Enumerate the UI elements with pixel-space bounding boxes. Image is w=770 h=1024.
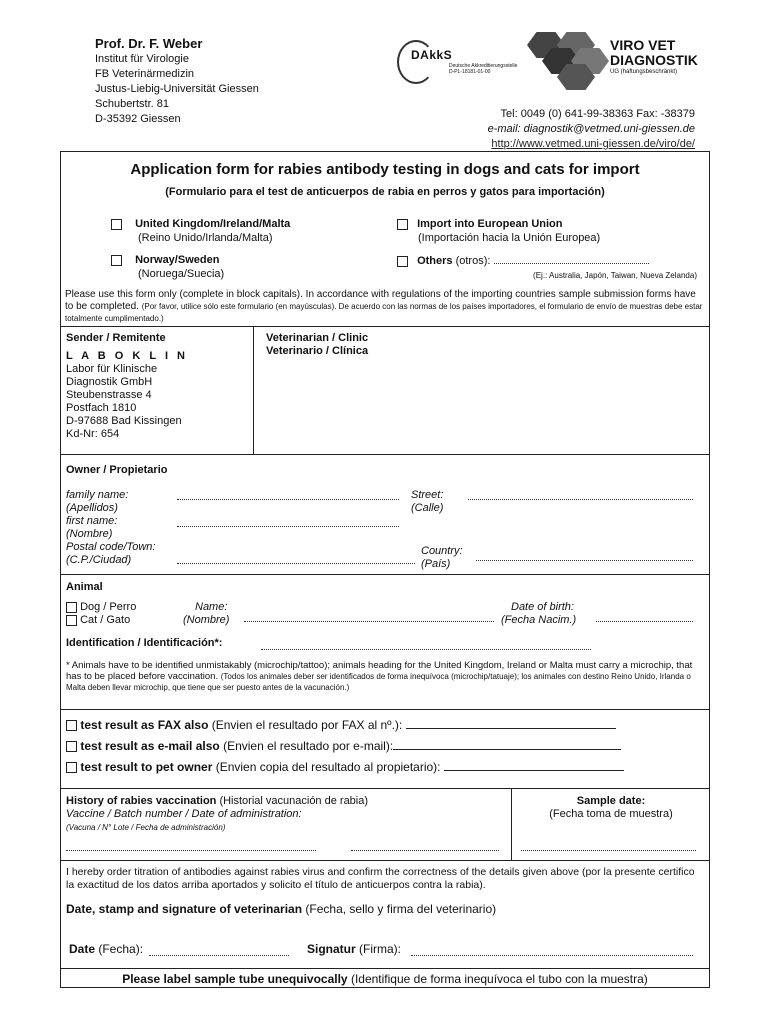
dog-label: Dog / Perro — [80, 601, 137, 613]
sender-line: Diagnostik GmbH — [66, 376, 153, 388]
identification-label: Identification / Identificación*: — [66, 637, 223, 649]
identification-input[interactable] — [261, 639, 591, 650]
email-input[interactable] — [393, 739, 621, 750]
history-block: History of rabies vaccination (Historial vacunación de rabia) Vaccine / Batch number / Date of administration: (Vacuna / N° Lote / Fecha de administración) — [66, 795, 369, 832]
first-name-input[interactable] — [177, 516, 399, 527]
dob-label: Date of birth: (Fecha Nacim.) — [501, 601, 577, 626]
sender-line: Labor für Klinische — [66, 363, 158, 375]
street-input[interactable] — [468, 489, 693, 500]
address-line: D-35392 Giessen — [95, 113, 181, 125]
owner-result-input[interactable] — [444, 760, 624, 771]
others-checkbox[interactable] — [397, 256, 408, 267]
email-address: e-mail: diagnostik@vetmed.uni-giessen.de — [487, 123, 695, 135]
animal-name-label: Name: (Nombre) — [183, 601, 230, 626]
dakks-logo-text: DAkkS — [411, 48, 453, 62]
dakks-subtitle: Deutsche Akkreditierungsstelle D-PL-18181-01-00 — [449, 63, 518, 75]
option-sub: (Ej.: Australia, Japón, Taiwan, Nueva Zelanda) — [533, 271, 697, 280]
country-input[interactable] — [476, 550, 693, 561]
application-form — [60, 151, 710, 988]
dog-checkbox[interactable] — [66, 602, 77, 613]
vet-heading: Veterinarian / Clinic — [266, 332, 369, 344]
fax-checkbox[interactable] — [66, 720, 77, 731]
footnote-text-es: (Todos los animales deber ser identificados de forma inequívoca (microchip/tatuaje); los animales con destino Reino Unido, Irlanda o Malta deben llevar microchip, que tiene que ser puesto antes de la vacunación.) — [66, 672, 691, 692]
cat-label: Cat / Gato — [80, 614, 131, 626]
brand-line2: DIAGNOSTIK — [610, 52, 698, 68]
phone-fax: Tel: 0049 (0) 641-99-38363 Fax: -38379 — [500, 108, 695, 120]
sender-line: Postfach 1810 — [66, 402, 137, 414]
species-options — [66, 601, 136, 627]
option-label: Others — [417, 255, 453, 267]
vet-heading-es: Veterinario / Clínica — [266, 345, 369, 357]
option-sub: (Importación hacia la Unión Europea) — [418, 232, 601, 244]
sender-line: D-97688 Bad Kissingen — [66, 415, 182, 427]
sender-company: L A B O K L I N — [66, 350, 189, 362]
animal-name-input[interactable] — [244, 611, 494, 622]
sample-date-input[interactable] — [521, 840, 696, 851]
address-line: Institut für Virologie — [95, 53, 189, 65]
street-label: Street: (Calle) — [411, 489, 444, 514]
result-options: test result as FAX also (Envien el resultado por FAX al nº.): test result as e-mail also (Envien el resultado por e-mail): test result to pet owner (Envien copia del resultado al propietario): — [66, 715, 624, 778]
professor-name: Prof. Dr. F. Weber — [95, 36, 203, 51]
viro-vet-brand — [610, 38, 698, 77]
vet-block — [266, 332, 368, 358]
sender-block — [66, 332, 188, 441]
cat-checkbox[interactable] — [66, 615, 77, 626]
email-checkbox[interactable] — [66, 741, 77, 752]
option-label: United Kingdom/Ireland/Malta — [135, 218, 291, 230]
dakks-ring-icon — [397, 40, 435, 84]
signature-field: Signatur (Firma): — [307, 942, 402, 956]
fax-input[interactable] — [406, 718, 616, 729]
notice-text-es: (Por favor, utilice sólo este formulario (en mayúsculas). De acuerdo con las normas de los países importadores, el formulario de envío de muestras debe estar totalmente cumplimentado.) — [65, 302, 703, 323]
others-input[interactable] — [494, 253, 649, 264]
postal-input[interactable] — [177, 553, 415, 564]
batch-input[interactable] — [351, 840, 499, 851]
brand-line3: UG (haftungsbeschränkt) — [610, 69, 678, 75]
animal-heading: Animal — [66, 581, 103, 593]
option-sub: (Reino Unido/Irlanda/Malta) — [138, 232, 273, 244]
sender-line: Steubenstrasse 4 — [66, 389, 152, 401]
family-name-label: family name: (Apellidos) first name: (Nombre) Postal code/Town: (C.P./Ciudad) — [66, 489, 156, 566]
label-instruction: Please label sample tube unequivocally (Identifique de forma inequívoca el tubo con la muestra) — [122, 972, 648, 986]
owner-result-checkbox[interactable] — [66, 762, 77, 773]
option-label: Norway/Sweden — [135, 254, 220, 266]
brand-line1: VIRO VET — [610, 37, 676, 53]
option-eu — [397, 217, 600, 245]
notice-text: Please use this form only (complete in block capitals). In accordance with regulations of the importing countries sample submission forms have to be completed. — [65, 289, 696, 312]
option-others — [397, 253, 697, 281]
form-subtitle: (Formulario para el test de anticuerpos de rabia en perros y gatos para importación) — [165, 186, 605, 198]
option-uk — [111, 217, 290, 245]
sender-line: Kd-Nr: 654 — [66, 428, 120, 440]
date-field: Date (Fecha): — [69, 942, 144, 956]
date-input[interactable] — [149, 945, 289, 956]
hexagon-logo-icon — [527, 32, 607, 90]
footnote-text: * Animals have to be identified unmistakably (microchip/tattoo); animals heading for the United Kingdom, Ireland or Malta must carry a microchip, that has to be placed before vaccination. — [66, 660, 693, 682]
dakks-logo — [397, 38, 519, 88]
sender-heading: Sender / Remitente — [66, 332, 166, 344]
signature-heading: Date, stamp and signature of veterinarian (Fecha, sello y firma del veterinario) — [66, 902, 497, 916]
country-label: Country: (País) — [421, 545, 463, 570]
address-line: FB Veterinärmedizin — [95, 68, 195, 80]
eu-checkbox[interactable] — [397, 219, 408, 230]
option-label: Import into European Union — [417, 218, 563, 230]
signature-input[interactable] — [411, 945, 693, 956]
vaccine-input[interactable] — [66, 840, 316, 851]
uk-checkbox[interactable] — [111, 219, 122, 230]
order-text: I hereby order titration of antibodies against rabies virus and confirm the correctness of the details given above (por la presente certifico la exactitud de los datos arriba aportados y solicito el título de anticuerpos contra la rabia). — [66, 866, 695, 891]
option-label-es: (otros): — [455, 255, 491, 267]
owner-heading: Owner / Propietario — [66, 464, 168, 476]
notice — [65, 289, 705, 325]
contact-block — [488, 107, 695, 152]
sample-date-block: Sample date: (Fecha toma de muestra) — [549, 795, 673, 820]
sender-letterhead — [95, 36, 259, 127]
norway-checkbox[interactable] — [111, 255, 122, 266]
option-norway — [111, 253, 224, 281]
website-link[interactable]: http://www.vetmed.uni-giessen.de/viro/de/ — [491, 138, 695, 150]
footnote — [66, 660, 706, 693]
address-line: Schubertstr. 81 — [95, 98, 169, 110]
dob-input[interactable] — [596, 611, 693, 622]
family-name-input[interactable] — [177, 489, 399, 500]
option-sub: (Noruega/Suecia) — [138, 268, 225, 280]
form-title: Application form for rabies antibody testing in dogs and cats for import — [130, 161, 640, 178]
address-line: Justus-Liebig-Universität Giessen — [95, 83, 259, 95]
